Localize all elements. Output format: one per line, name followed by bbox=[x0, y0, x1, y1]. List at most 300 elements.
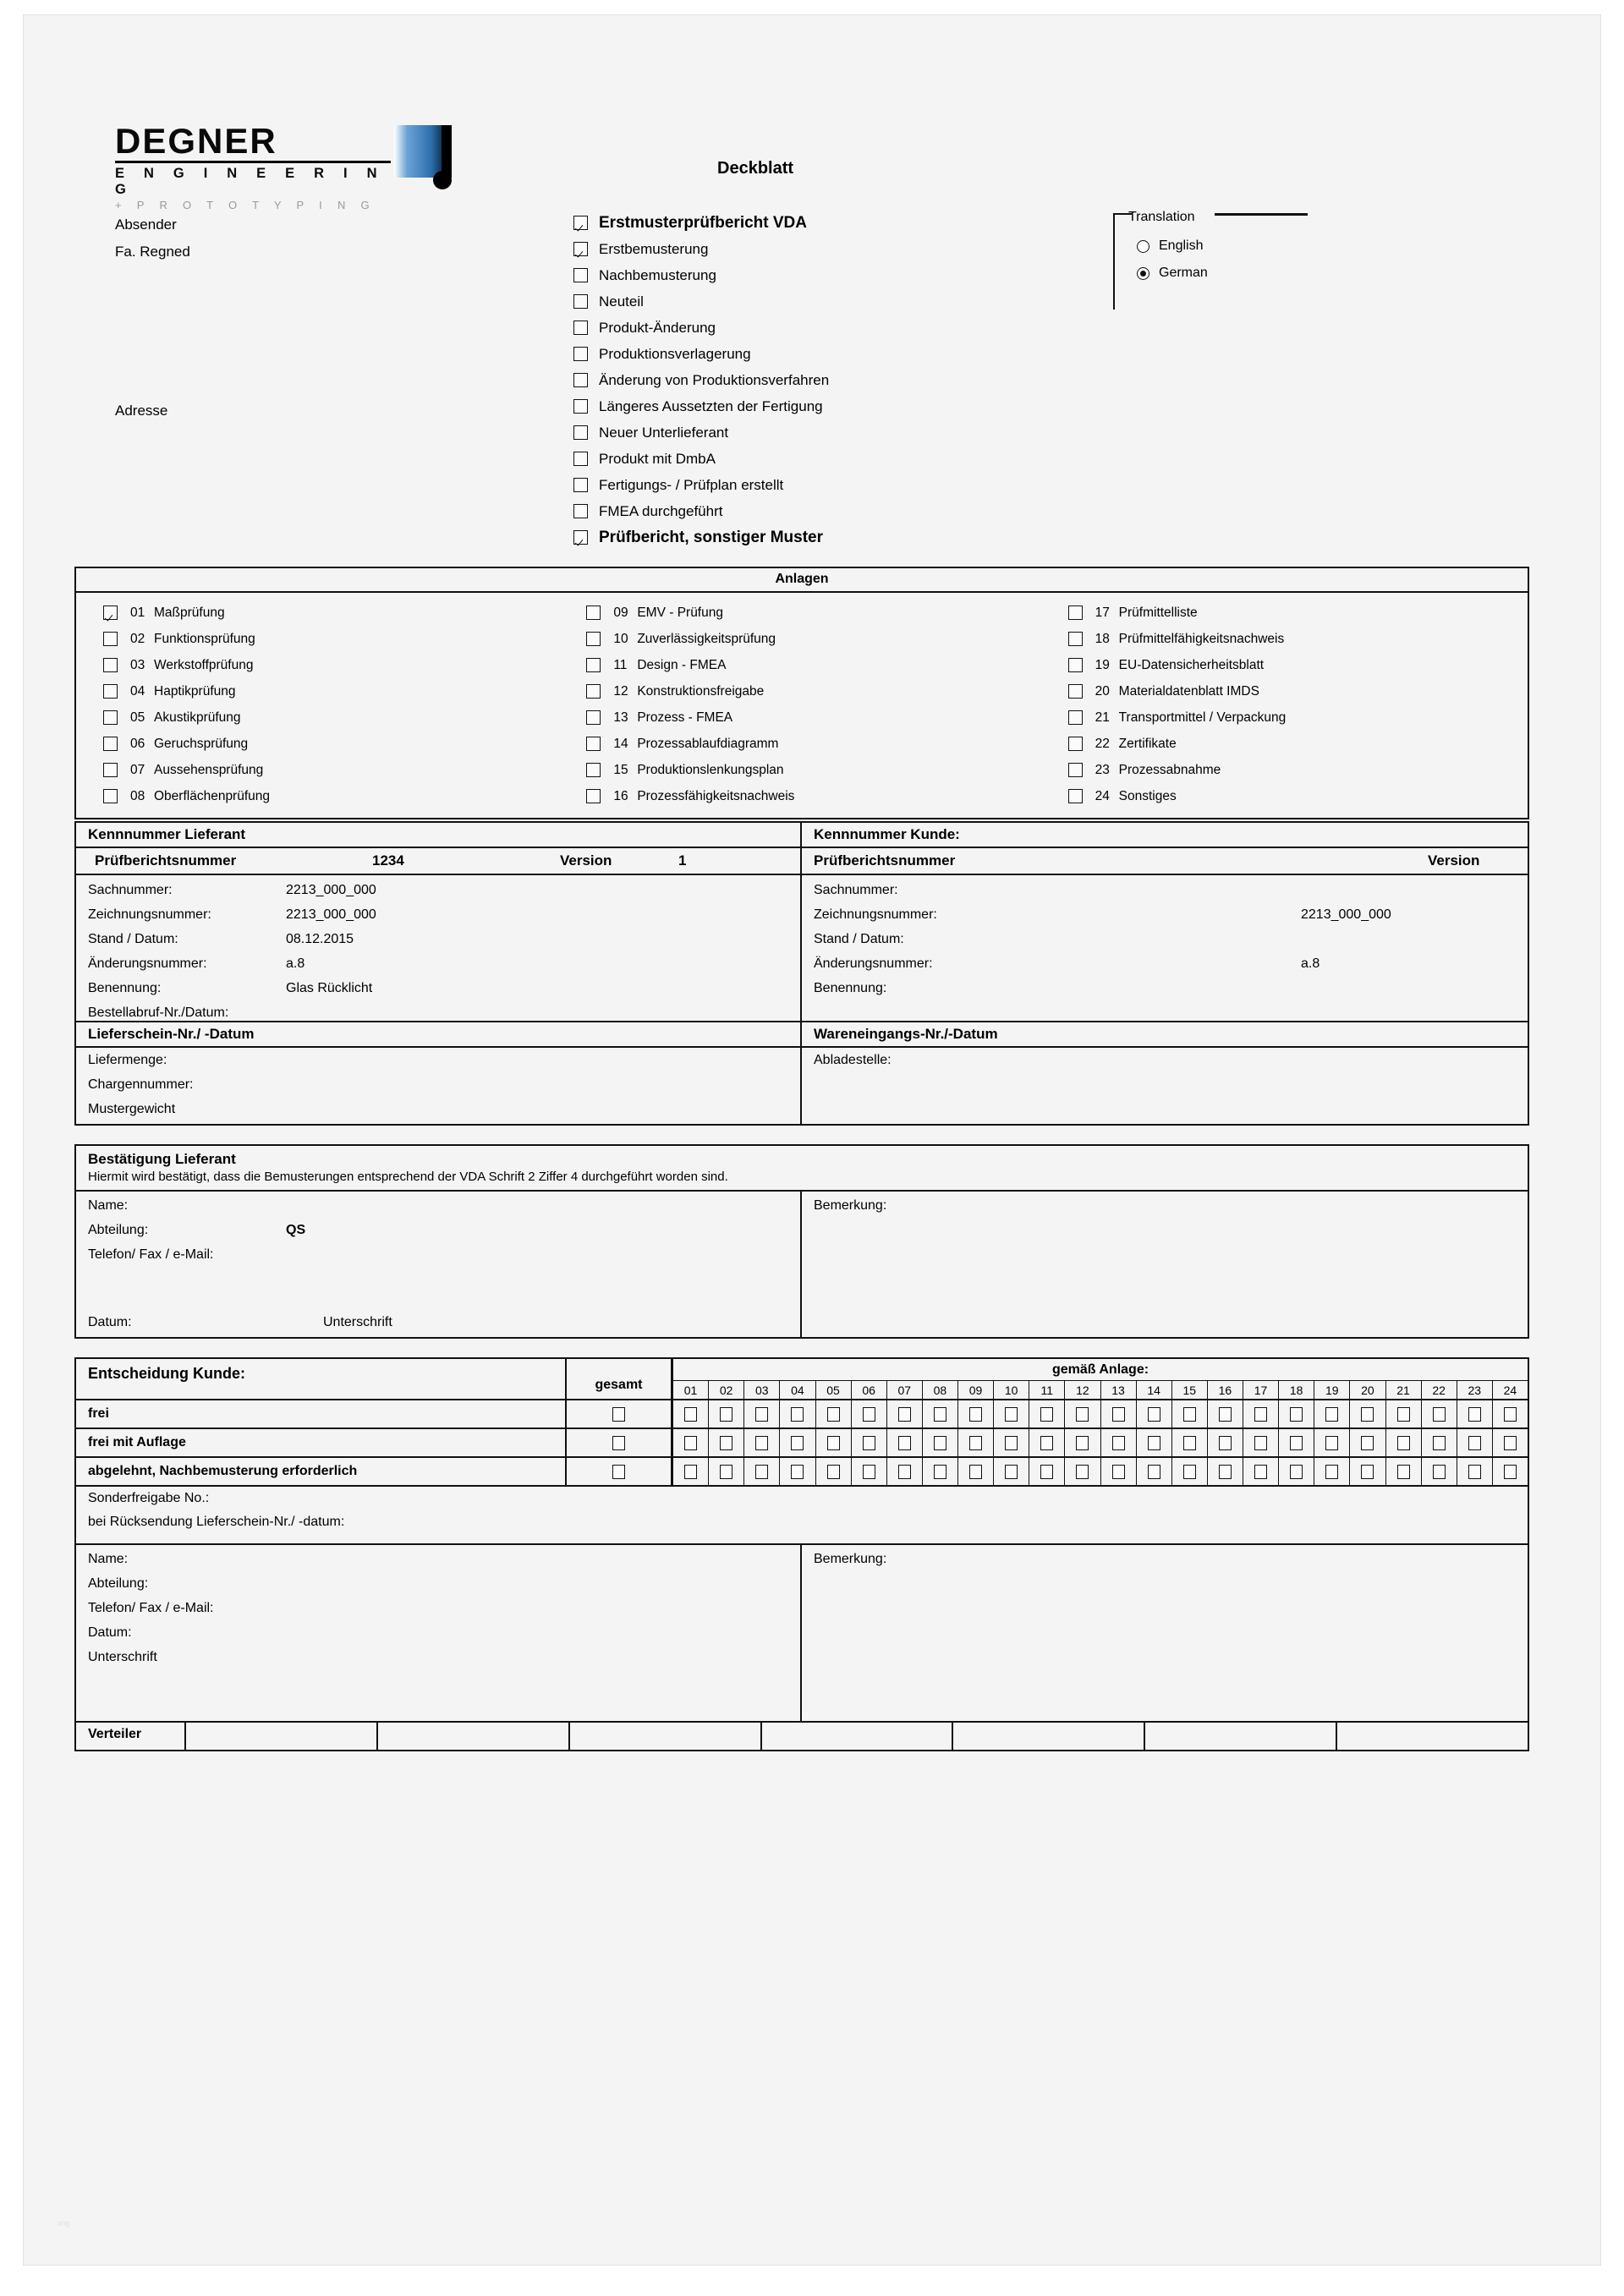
radio-english-icon[interactable] bbox=[1137, 240, 1149, 253]
checkbox-icon[interactable] bbox=[103, 606, 118, 620]
checkbox-icon[interactable] bbox=[1183, 1436, 1196, 1450]
checkbox-icon[interactable] bbox=[103, 737, 118, 751]
checkbox-icon[interactable] bbox=[1433, 1436, 1446, 1450]
anlage-column-number: 06 bbox=[852, 1381, 887, 1399]
entscheidung-anlage-cell[interactable] bbox=[816, 1400, 852, 1427]
anlagen-row[interactable] bbox=[103, 678, 562, 704]
checkbox-icon[interactable] bbox=[1325, 1436, 1338, 1450]
report-type-row[interactable] bbox=[573, 393, 1047, 419]
anlagen-row[interactable] bbox=[586, 600, 1045, 626]
entscheidung-anlage-cell[interactable] bbox=[1029, 1458, 1065, 1485]
anlage-column-number: 11 bbox=[1029, 1381, 1065, 1399]
entscheidung-anlage-cell[interactable] bbox=[923, 1458, 958, 1485]
checkbox-icon[interactable] bbox=[1068, 658, 1083, 672]
anlagen-row[interactable] bbox=[103, 626, 562, 652]
anlagen-label: Prüfmittelliste bbox=[1118, 605, 1198, 620]
bestaetigung-datum-label: Datum: bbox=[88, 1315, 132, 1329]
entscheidung-anlage-cell[interactable] bbox=[958, 1429, 994, 1456]
checkbox-icon[interactable] bbox=[755, 1465, 768, 1479]
entscheidung-anlage-cell[interactable] bbox=[1422, 1400, 1457, 1427]
entscheidung-anlage-cell[interactable] bbox=[1314, 1400, 1350, 1427]
report-type-row[interactable] bbox=[573, 367, 1047, 393]
checkbox-icon[interactable] bbox=[586, 632, 601, 646]
kennnummer-field-label: Änderungsnummer: bbox=[814, 956, 933, 971]
anlagen-row[interactable] bbox=[103, 652, 562, 678]
checkbox-icon[interactable] bbox=[827, 1436, 840, 1450]
report-type-row[interactable] bbox=[573, 341, 1047, 367]
translation-option-english[interactable] bbox=[1137, 238, 1203, 254]
anlagen-row[interactable] bbox=[586, 678, 1045, 704]
checkbox-icon[interactable] bbox=[1068, 606, 1083, 620]
checkbox-icon[interactable] bbox=[1361, 1465, 1374, 1479]
checkbox-icon[interactable] bbox=[1148, 1465, 1160, 1479]
kennnummer-supplier-column bbox=[74, 821, 802, 1022]
checkbox-icon[interactable] bbox=[1068, 632, 1083, 646]
checkbox-icon[interactable] bbox=[1219, 1407, 1232, 1422]
anlagen-row[interactable] bbox=[1068, 678, 1528, 704]
entscheidung-anlage-cell[interactable] bbox=[1279, 1400, 1314, 1427]
entscheidung-anlage-cell[interactable] bbox=[709, 1458, 744, 1485]
entscheidung-anlage-cell[interactable] bbox=[1208, 1400, 1243, 1427]
anlagen-label: Konstruktionsfreigabe bbox=[637, 683, 765, 699]
bestaetigung-contact-block bbox=[76, 1192, 802, 1337]
checkbox-icon[interactable] bbox=[1005, 1436, 1018, 1450]
entscheidung-anlage-cell[interactable] bbox=[780, 1458, 815, 1485]
checkbox-icon[interactable] bbox=[934, 1407, 946, 1422]
checkbox-icon[interactable] bbox=[1148, 1436, 1160, 1450]
entscheidung-anlage-cell[interactable] bbox=[709, 1429, 744, 1456]
anlagen-row[interactable] bbox=[586, 783, 1045, 809]
checkbox-icon[interactable] bbox=[1433, 1407, 1446, 1422]
checkbox-icon[interactable] bbox=[684, 1465, 697, 1479]
checkbox-icon[interactable] bbox=[863, 1436, 875, 1450]
entscheidung-anlage-cell[interactable] bbox=[1279, 1458, 1314, 1485]
report-type-row[interactable] bbox=[573, 524, 1047, 551]
checkbox-icon[interactable] bbox=[1468, 1436, 1481, 1450]
checkbox-icon[interactable] bbox=[791, 1436, 804, 1450]
checkbox-icon[interactable] bbox=[573, 347, 588, 361]
anlagen-row[interactable] bbox=[1068, 704, 1528, 731]
checkbox-icon[interactable] bbox=[103, 763, 118, 777]
report-type-row[interactable] bbox=[573, 472, 1047, 498]
checkbox-icon[interactable] bbox=[684, 1407, 697, 1422]
kennnummer-field-label: Sachnummer: bbox=[814, 883, 898, 897]
verteiler-cell[interactable] bbox=[1145, 1723, 1337, 1750]
checkbox-icon[interactable] bbox=[1361, 1407, 1374, 1422]
entscheidung-anlage-cell[interactable] bbox=[958, 1458, 994, 1485]
checkbox-icon[interactable] bbox=[612, 1436, 625, 1450]
lieferschein-fields bbox=[76, 1048, 800, 1124]
anlagen-number: 17 bbox=[1095, 605, 1110, 620]
checkbox-icon[interactable] bbox=[791, 1465, 804, 1479]
entscheidung-anlage-cell[interactable] bbox=[673, 1400, 709, 1427]
kennnummer-field-label: Benennung: bbox=[88, 981, 162, 995]
checkbox-icon[interactable] bbox=[898, 1436, 911, 1450]
checkbox-icon[interactable] bbox=[1005, 1465, 1018, 1479]
checkbox-icon[interactable] bbox=[573, 478, 588, 492]
verteiler-cell[interactable] bbox=[570, 1723, 762, 1750]
entscheidung-anlage-cell[interactable] bbox=[1279, 1429, 1314, 1456]
entscheidung-anlage-cell[interactable] bbox=[1208, 1458, 1243, 1485]
checkbox-icon[interactable] bbox=[720, 1465, 732, 1479]
entscheidung-anlage-cells bbox=[672, 1429, 1528, 1456]
report-type-row[interactable] bbox=[573, 262, 1047, 288]
radio-german-icon[interactable] bbox=[1137, 267, 1149, 280]
entscheidung-anlage-cell[interactable] bbox=[1137, 1458, 1172, 1485]
entscheidung-anlage-cell[interactable] bbox=[1350, 1458, 1385, 1485]
checkbox-icon[interactable] bbox=[573, 321, 588, 335]
anlagen-row[interactable] bbox=[586, 626, 1045, 652]
checkbox-icon[interactable] bbox=[1219, 1436, 1232, 1450]
entscheidung-anlage-cell[interactable] bbox=[780, 1400, 815, 1427]
anlagen-number: 04 bbox=[130, 683, 145, 699]
page-title: Deckblatt bbox=[717, 159, 794, 178]
checkbox-icon[interactable] bbox=[720, 1436, 732, 1450]
checkbox-icon[interactable] bbox=[1068, 684, 1083, 699]
anlage-column-number: 02 bbox=[709, 1381, 744, 1399]
translation-border-left bbox=[1113, 213, 1115, 310]
kennnummer-field-value[interactable]: a.8 bbox=[286, 956, 305, 971]
checkbox-icon[interactable] bbox=[898, 1407, 911, 1422]
checkbox-icon[interactable] bbox=[103, 658, 118, 672]
checkbox-icon[interactable] bbox=[573, 294, 588, 309]
customer-version-label: Version bbox=[1428, 852, 1480, 869]
entscheidung-gesamt-cell[interactable] bbox=[567, 1400, 672, 1427]
checkbox-icon[interactable] bbox=[1068, 789, 1083, 803]
kennnummer-field-value[interactable]: 08.12.2015 bbox=[286, 932, 354, 946]
checkbox-icon[interactable] bbox=[1183, 1465, 1196, 1479]
checkbox-icon[interactable] bbox=[586, 789, 601, 803]
verteiler-cell[interactable] bbox=[378, 1723, 570, 1750]
entscheidung-anlage-cell[interactable] bbox=[673, 1458, 709, 1485]
entscheidung-datum-label: Datum: bbox=[88, 1625, 132, 1640]
anlagen-row[interactable] bbox=[1068, 652, 1528, 678]
entscheidung-anlage-cell[interactable] bbox=[1137, 1400, 1172, 1427]
checkbox-icon[interactable] bbox=[1068, 737, 1083, 751]
checkbox-icon[interactable] bbox=[586, 684, 601, 699]
translation-option-german[interactable] bbox=[1137, 266, 1208, 281]
entscheidung-anlage-cell[interactable] bbox=[1065, 1458, 1100, 1485]
entscheidung-anlage-cell[interactable] bbox=[1386, 1458, 1422, 1485]
checkbox-icon[interactable] bbox=[103, 789, 118, 803]
lieferschein-field-label: Chargennummer: bbox=[88, 1077, 194, 1092]
report-type-row[interactable] bbox=[573, 315, 1047, 341]
anlagen-row[interactable] bbox=[103, 731, 562, 757]
entscheidung-anlage-cell[interactable] bbox=[923, 1400, 958, 1427]
kennnummer-row bbox=[802, 880, 1528, 905]
anlagen-row[interactable] bbox=[103, 757, 562, 783]
checkbox-icon[interactable] bbox=[863, 1407, 875, 1422]
entscheidung-anlage-cell[interactable] bbox=[1065, 1400, 1100, 1427]
checkbox-icon[interactable] bbox=[1433, 1465, 1446, 1479]
report-type-row[interactable] bbox=[573, 419, 1047, 446]
checkbox-icon[interactable] bbox=[1076, 1436, 1089, 1450]
entscheidung-anlage-cell[interactable] bbox=[673, 1429, 709, 1456]
checkbox-icon[interactable] bbox=[573, 504, 588, 518]
entscheidung-gesamt-cell[interactable] bbox=[567, 1458, 672, 1485]
checkbox-icon[interactable] bbox=[827, 1465, 840, 1479]
checkbox-icon[interactable] bbox=[586, 606, 601, 620]
report-type-label: Produkt-Änderung bbox=[599, 320, 716, 336]
kennnummer-field-value[interactable]: Glas Rücklicht bbox=[286, 981, 373, 995]
entscheidung-anlage-cell[interactable] bbox=[994, 1429, 1029, 1456]
entscheidung-anlage-cell[interactable] bbox=[852, 1400, 887, 1427]
kennnummer-section bbox=[74, 821, 1529, 1022]
entscheidung-anlage-cell[interactable] bbox=[1386, 1429, 1422, 1456]
checkbox-icon[interactable] bbox=[1290, 1465, 1303, 1479]
checkbox-icon[interactable] bbox=[1325, 1465, 1338, 1479]
checkbox-icon[interactable] bbox=[612, 1407, 625, 1422]
report-type-row[interactable] bbox=[573, 288, 1047, 315]
entscheidung-anlage-cell[interactable] bbox=[1314, 1458, 1350, 1485]
kennnummer-supplier-rows bbox=[76, 875, 800, 1021]
entscheidung-anlage-cell[interactable] bbox=[1172, 1429, 1208, 1456]
entscheidung-anlage-cell[interactable] bbox=[1386, 1400, 1422, 1427]
entscheidung-anlage-cell[interactable] bbox=[1172, 1458, 1208, 1485]
entscheidung-anlage-cell[interactable] bbox=[816, 1429, 852, 1456]
checkbox-icon[interactable] bbox=[1254, 1436, 1267, 1450]
entscheidung-anlage-cell[interactable] bbox=[1457, 1429, 1493, 1456]
checkbox-icon[interactable] bbox=[1468, 1465, 1481, 1479]
checkbox-icon[interactable] bbox=[1040, 1465, 1053, 1479]
report-type-checklist bbox=[573, 210, 1047, 551]
kennnummer-field-value[interactable]: a.8 bbox=[1301, 956, 1320, 971]
entscheidung-anlage-cell[interactable] bbox=[1350, 1429, 1385, 1456]
checkbox-icon[interactable] bbox=[1254, 1465, 1267, 1479]
anlage-column-number: 24 bbox=[1503, 1384, 1517, 1397]
verteiler-row bbox=[76, 1721, 1528, 1750]
checkbox-icon[interactable] bbox=[969, 1436, 982, 1450]
checkbox-icon[interactable] bbox=[1076, 1465, 1089, 1479]
anlage-column-number: 09 bbox=[958, 1381, 994, 1399]
supplier-version-value[interactable]: 1 bbox=[678, 852, 687, 869]
bestaetigung-abteilung-value[interactable]: QS bbox=[286, 1223, 306, 1237]
report-type-label: FMEA durchgeführt bbox=[599, 503, 723, 519]
entscheidung-anlage-cell[interactable] bbox=[1243, 1458, 1279, 1485]
entscheidung-anlage-cell[interactable] bbox=[1243, 1400, 1279, 1427]
entscheidung-anlage-cell[interactable] bbox=[780, 1429, 815, 1456]
checkbox-icon[interactable] bbox=[1504, 1407, 1517, 1422]
checkbox-icon[interactable] bbox=[1148, 1407, 1160, 1422]
checkbox-icon[interactable] bbox=[573, 530, 588, 545]
checkbox-icon[interactable] bbox=[573, 399, 588, 414]
anlage-column-number: 03 bbox=[744, 1381, 780, 1399]
checkbox-icon[interactable] bbox=[573, 268, 588, 282]
verteiler-cell[interactable] bbox=[186, 1723, 378, 1750]
anlage-column-number: 20 bbox=[1350, 1381, 1385, 1399]
checkbox-icon[interactable] bbox=[1397, 1465, 1410, 1479]
checkbox-icon[interactable] bbox=[586, 737, 601, 751]
checkbox-icon[interactable] bbox=[1183, 1407, 1196, 1422]
checkbox-icon[interactable] bbox=[1040, 1436, 1053, 1450]
checkbox-icon[interactable] bbox=[103, 710, 118, 725]
supplier-report-number-label: Prüfberichtsnummer bbox=[95, 852, 237, 869]
anlagen-row[interactable] bbox=[103, 783, 562, 809]
checkbox-icon[interactable] bbox=[1361, 1436, 1374, 1450]
report-type-row[interactable] bbox=[573, 446, 1047, 472]
entscheidung-anlage-cell[interactable] bbox=[887, 1429, 923, 1456]
checkbox-icon[interactable] bbox=[969, 1465, 982, 1479]
entscheidung-decision-label: frei bbox=[76, 1400, 567, 1427]
report-type-label: Änderung von Produktionsverfahren bbox=[599, 372, 830, 388]
anlagen-row[interactable] bbox=[1068, 757, 1528, 783]
checkbox-icon[interactable] bbox=[1397, 1407, 1410, 1422]
entscheidung-anlage-cell[interactable] bbox=[1243, 1429, 1279, 1456]
anlagen-number: 14 bbox=[613, 736, 628, 751]
checkbox-icon[interactable] bbox=[1468, 1407, 1481, 1422]
checkbox-icon[interactable] bbox=[1040, 1407, 1053, 1422]
entscheidung-anlage-cell[interactable] bbox=[744, 1458, 780, 1485]
lieferschein-field-label: Liefermenge: bbox=[88, 1053, 167, 1067]
checkbox-icon[interactable] bbox=[684, 1436, 697, 1450]
entscheidung-anlage-cell[interactable] bbox=[994, 1400, 1029, 1427]
checkbox-icon[interactable] bbox=[1325, 1407, 1338, 1422]
entscheidung-anlage-cell[interactable] bbox=[744, 1400, 780, 1427]
footer-watermark: img bbox=[58, 2219, 70, 2228]
checkbox-icon[interactable] bbox=[969, 1407, 982, 1422]
entscheidung-anlage-cell[interactable] bbox=[1101, 1400, 1137, 1427]
kennnummer-field-value[interactable]: 2213_000_000 bbox=[286, 883, 376, 897]
entscheidung-abteilung-label: Abteilung: bbox=[88, 1576, 149, 1591]
translation-title: Translation bbox=[1128, 210, 1195, 224]
anlagen-row[interactable] bbox=[586, 652, 1045, 678]
checkbox-icon[interactable] bbox=[573, 425, 588, 440]
checkbox-icon[interactable] bbox=[1219, 1465, 1232, 1479]
entscheidung-anlage-cell[interactable] bbox=[887, 1458, 923, 1485]
checkbox-icon[interactable] bbox=[1254, 1407, 1267, 1422]
anlage-column-number: 07 bbox=[887, 1381, 923, 1399]
checkbox-icon[interactable] bbox=[755, 1436, 768, 1450]
entscheidung-unterschrift-label: Unterschrift bbox=[88, 1650, 157, 1664]
entscheidung-anlage-cell[interactable] bbox=[1137, 1429, 1172, 1456]
checkbox-icon[interactable] bbox=[934, 1465, 946, 1479]
entscheidung-anlage-cell[interactable] bbox=[744, 1429, 780, 1456]
verteiler-cell[interactable] bbox=[953, 1723, 1145, 1750]
report-type-row[interactable] bbox=[573, 210, 1047, 236]
entscheidung-anlage-cell[interactable] bbox=[1208, 1429, 1243, 1456]
entscheidung-anlage-cell[interactable] bbox=[852, 1429, 887, 1456]
checkbox-icon[interactable] bbox=[720, 1407, 732, 1422]
entscheidung-anlage-cell[interactable] bbox=[923, 1429, 958, 1456]
anlagen-number: 12 bbox=[613, 683, 628, 699]
verteiler-cell[interactable] bbox=[762, 1723, 954, 1750]
entscheidung-anlage-cell[interactable] bbox=[709, 1400, 744, 1427]
supplier-report-number-value[interactable]: 1234 bbox=[372, 852, 404, 869]
checkbox-icon[interactable] bbox=[573, 452, 588, 466]
entscheidung-anlage-cell[interactable] bbox=[1493, 1400, 1528, 1427]
checkbox-icon[interactable] bbox=[612, 1465, 625, 1479]
kennnummer-field-value[interactable]: 2213_000_000 bbox=[1301, 907, 1391, 922]
checkbox-icon[interactable] bbox=[755, 1407, 768, 1422]
entscheidung-anlage-cell[interactable] bbox=[1457, 1458, 1493, 1485]
checkbox-icon[interactable] bbox=[586, 710, 601, 725]
entscheidung-gesamt-cell[interactable] bbox=[567, 1429, 672, 1456]
entscheidung-name-label: Name: bbox=[88, 1552, 129, 1566]
entscheidung-anlage-cell[interactable] bbox=[1029, 1400, 1065, 1427]
checkbox-icon[interactable] bbox=[1112, 1436, 1125, 1450]
anlagen-row[interactable] bbox=[1068, 731, 1528, 757]
anlagen-header: Anlagen bbox=[76, 568, 1528, 593]
entscheidung-anlage-cell[interactable] bbox=[994, 1458, 1029, 1485]
anlagen-row[interactable] bbox=[586, 757, 1045, 783]
entscheidung-anlage-cell[interactable] bbox=[1314, 1429, 1350, 1456]
entscheidung-anlage-cell[interactable] bbox=[1493, 1458, 1528, 1485]
entscheidung-anlage-cell[interactable] bbox=[816, 1458, 852, 1485]
checkbox-icon[interactable] bbox=[573, 216, 588, 230]
anlagen-row[interactable] bbox=[1068, 783, 1528, 809]
anlagen-row[interactable] bbox=[103, 704, 562, 731]
anlagen-row[interactable] bbox=[103, 600, 562, 626]
anlage-column-number: 05 bbox=[816, 1381, 852, 1399]
entscheidung-anlage-cell[interactable] bbox=[1172, 1400, 1208, 1427]
lieferschein-column bbox=[74, 1022, 802, 1126]
entscheidung-anlage-cell[interactable] bbox=[852, 1458, 887, 1485]
checkbox-icon[interactable] bbox=[1397, 1436, 1410, 1450]
checkbox-icon[interactable] bbox=[573, 242, 588, 256]
checkbox-icon[interactable] bbox=[1005, 1407, 1018, 1422]
checkbox-icon[interactable] bbox=[586, 763, 601, 777]
checkbox-icon[interactable] bbox=[1068, 710, 1083, 725]
checkbox-icon[interactable] bbox=[103, 632, 118, 646]
document-header bbox=[74, 108, 1529, 210]
checkbox-icon[interactable] bbox=[1112, 1465, 1125, 1479]
anlagen-label: Zuverlässigkeitsprüfung bbox=[637, 631, 776, 646]
entscheidung-anlage-cell[interactable] bbox=[1422, 1429, 1457, 1456]
entscheidung-anlage-cell[interactable] bbox=[958, 1400, 994, 1427]
entscheidung-anlage-cell[interactable] bbox=[1101, 1458, 1137, 1485]
entscheidung-anlage-cell[interactable] bbox=[1350, 1400, 1385, 1427]
checkbox-icon[interactable] bbox=[1504, 1465, 1517, 1479]
report-type-label: Prüfbericht, sonstiger Muster bbox=[599, 529, 823, 546]
entscheidung-anlage-cell[interactable] bbox=[1101, 1429, 1137, 1456]
bestaetigung-body bbox=[76, 1192, 1528, 1337]
anlagen-grid bbox=[76, 593, 1528, 818]
kennnummer-row bbox=[76, 880, 800, 905]
anlagen-row[interactable] bbox=[1068, 626, 1528, 652]
checkbox-icon[interactable] bbox=[1068, 763, 1083, 777]
report-type-row[interactable] bbox=[573, 498, 1047, 524]
checkbox-icon[interactable] bbox=[573, 373, 588, 387]
report-type-row[interactable] bbox=[573, 236, 1047, 262]
anlage-column-number: 21 bbox=[1386, 1381, 1422, 1399]
checkbox-icon[interactable] bbox=[863, 1465, 875, 1479]
checkbox-icon[interactable] bbox=[791, 1407, 804, 1422]
entscheidung-anlage-cell[interactable] bbox=[1029, 1429, 1065, 1456]
checkbox-icon[interactable] bbox=[1504, 1436, 1517, 1450]
entscheidung-anlage-cell[interactable] bbox=[1457, 1400, 1493, 1427]
anlagen-row[interactable] bbox=[586, 704, 1045, 731]
checkbox-icon[interactable] bbox=[1290, 1436, 1303, 1450]
checkbox-icon[interactable] bbox=[1076, 1407, 1089, 1422]
entscheidung-anlage-header bbox=[672, 1359, 1528, 1399]
checkbox-icon[interactable] bbox=[103, 684, 118, 699]
entscheidung-anlage-cell[interactable] bbox=[1422, 1458, 1457, 1485]
kennnummer-field-value[interactable]: 2213_000_000 bbox=[286, 907, 376, 922]
logo-engineering-text: E N G I N E E R I N G bbox=[115, 166, 385, 197]
entscheidung-anlage-cell[interactable] bbox=[1493, 1429, 1528, 1456]
anlagen-row[interactable] bbox=[1068, 600, 1528, 626]
checkbox-icon[interactable] bbox=[586, 658, 601, 672]
verteiler-cell[interactable] bbox=[1337, 1723, 1528, 1750]
anlagen-row[interactable] bbox=[586, 731, 1045, 757]
checkbox-icon[interactable] bbox=[827, 1407, 840, 1422]
checkbox-icon[interactable] bbox=[1112, 1407, 1125, 1422]
entscheidung-anlage-cell[interactable] bbox=[1065, 1429, 1100, 1456]
checkbox-icon[interactable] bbox=[934, 1436, 946, 1450]
checkbox-icon[interactable] bbox=[898, 1465, 911, 1479]
checkbox-icon[interactable] bbox=[1290, 1407, 1303, 1422]
entscheidung-anlage-cell[interactable] bbox=[887, 1400, 923, 1427]
